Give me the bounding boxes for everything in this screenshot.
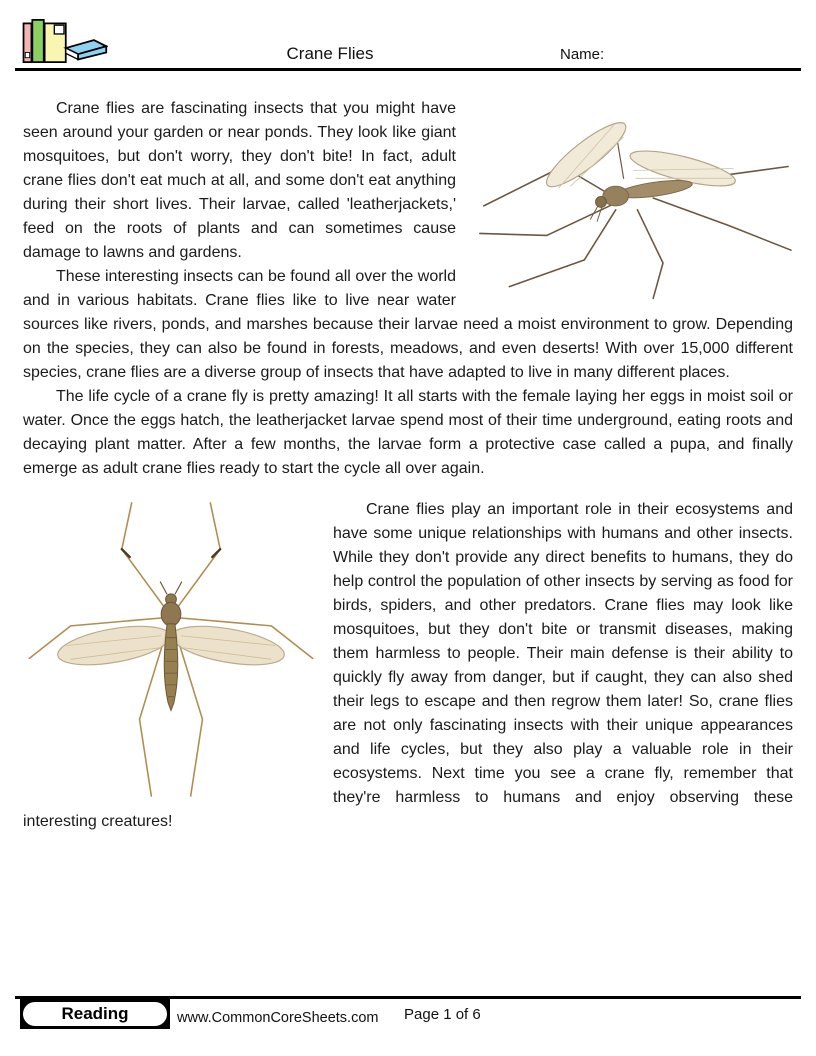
crane-fly-top-image	[23, 498, 319, 798]
reading-badge	[20, 999, 170, 1029]
page-number: Page 1 of 6	[404, 1006, 481, 1023]
article-body	[23, 97, 793, 834]
name-label: Name:	[560, 46, 605, 63]
crane-fly-side-image	[468, 97, 793, 300]
website-url: www.CommonCoreSheets.com	[177, 1010, 379, 1026]
text-block-1	[23, 97, 793, 385]
paragraph-2: These interesting insects can be found all over the world and in various habitats. Crane flies like to live near water sources like rivers, ponds, and marshes because their larvae need a moist environment to grow. Depending on the species, they can also be found in forests, meadows, and even deserts! With over 15,000 different species, crane flies are a diverse group of insects that have adapted to live in many different places.	[23, 268, 793, 381]
paragraph-4: Crane flies play an important role in their ecosystems and have some unique relationships with humans and other insects. While they don't provide any direct benefits to humans, they do help control the population of other insects by serving as food for birds, spiders, and other predators. Crane flies may look like mosquitoes, but they don't bite or transmit diseases, making them harmless to people. Their main defense is their ability to quickly fly away from danger, but if caught, they can also shed their legs to escape and then regrow them later! So, crane flies are not only fascinating insects with their unique appearances and life cycles, but they also play a valuable role in their ecosystems. Next time you see a crane fly, remember that they're harmless to humans and enjoy observing these interesting creatures!	[23, 501, 793, 830]
page-title: Crane Flies	[286, 44, 374, 63]
paragraph-3: The life cycle of a crane fly is pretty amazing! It all starts with the female laying her eggs in moist soil or water. Once the eggs hatch, the leatherjacket larvae spend most of their time underground, eating roots and decaying plant matter. After a few months, the larvae form a protective case called a pupa, and finally emerge as adult crane flies ready to start the cycle all over again.	[23, 388, 793, 477]
paragraph-1: Crane flies are fascinating insects that you might have seen around your garden or near ponds. They look like giant mosquitoes, but don't worry, they don't bite! In fact, adult crane flies don't eat much at all, and some don't eat anything during their short lives. Their larvae, called 'leatherjackets,' feed on the roots of plants and can sometimes cause damage to lawns and gardens.	[23, 100, 456, 261]
text-block-2	[23, 498, 793, 834]
reading-badge-label: Reading	[23, 1002, 167, 1026]
header-rule	[15, 68, 801, 71]
